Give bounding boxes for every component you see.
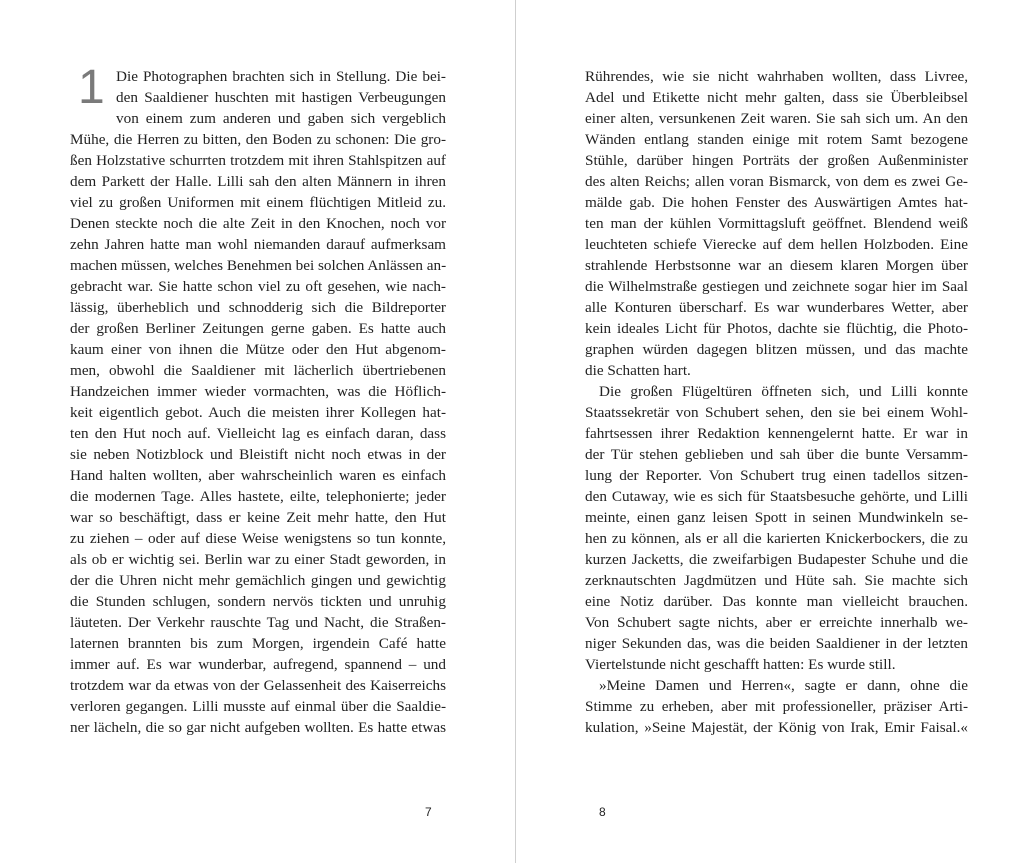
text-line: kurzen Jacketts, die zweifarbigen Budapester Schuhe und die [585,551,968,568]
text-line: mälde gab. Die hohen Fenster des Auswärtigen Amtes hat- [585,194,968,211]
chapter-number: 1 [78,61,105,114]
text-line: sie neben Notizblock und Bleistift nicht noch etwas in der [70,446,446,463]
text-line: den Saaldiener huschten mit hastigen Verbeugungen [116,89,446,106]
text-line: Handzeichen immer wieder vormachten, was die Höflich- [70,383,446,400]
text-line: Stimme zu erheben, aber mit professioneller, präziser Arti- [585,698,968,715]
text-line: die Wilhelmstraße gestiegen und zeichnete sogar hier im Saal [585,278,968,295]
text-line: Rührendes, wie sie nicht wahrhaben wollten, dass Livree, [585,68,968,85]
text-line: meinte, einen ganz leisen Spott in seinen Mundwinkeln se- [585,509,968,526]
text-line: dem Parkett der Halle. Lilli sah den alten Männern in ihren [70,173,446,190]
text-line: von einem zum anderen und gaben sich vergeblich [116,110,446,127]
text-line: lässig, überheblich und schnodderig sich die Bildreporter [70,299,446,316]
text-line: Staatssekretär von Schubert sehen, den sie bei einem Wohl- [585,404,968,421]
text-line: fahrtsessen ihrer Redaktion kennengelernt hatte. Er war in [585,425,968,442]
text-line: Stühle, darüber hingen Porträts der großen Außenminister [585,152,968,169]
text-line: Adel und Etikette nicht mehr galten, dass sie Überbleibsel [585,89,968,106]
text-line: Wänden entlang standen einige mit rotem Samt bezogene [585,131,968,148]
text-line: kein ideales Licht für Photos, dachte sie flüchtig, die Photo- [585,320,968,337]
right-page-text [585,66,968,766]
text-line: zu ziehen – oder auf diese Weise wenigstens so tun konnte, [70,530,446,547]
text-line: ner lächeln, die so gar nicht aufgeben wollten. Es hatte etwas [70,719,446,736]
text-line: ten man der kühlen Vormittagsluft geöffnet. Blendend weiß [585,215,968,232]
text-line: einer alten, versunkenen Zeit waren. Sie sah sich um. An den [585,110,968,127]
text-line: zehn Jahren hatte man wohl niemanden darauf aufmerksam [70,236,446,253]
page-number: 8 [599,805,606,819]
text-line: Von Schubert sagte nichts, aber er erreichte innerhalb we- [585,614,968,631]
text-line: strahlende Herbstsonne war an diesem klaren Morgen über [585,257,968,274]
left-page [0,0,515,863]
text-line: des alten Reichs; allen voran Bismarck, von dem es zwei Ge- [585,173,968,190]
text-line: als ob er wichtig sei. Berlin war zu einer Stadt geworden, in [70,551,446,568]
text-line: zerknautschten Jagdmützen und Hüte sah. Sie machte sich [585,572,968,589]
text-line: laternen brannten bis zum Morgen, irgendein Café hatte [70,635,446,652]
text-line: die modernen Tage. Alles hastete, eilte, telephonierte; jeder [70,488,446,505]
text-line: immer auf. Es war wunderbar, aufregend, spannend – und [70,656,446,673]
text-line: kaum einer von ihnen die Mütze oder den Hut abgenom- [70,341,446,358]
text-line: der die Uhren nicht mehr gemächlich gingen und gewichtig [70,572,446,589]
text-line: die Stunden schlugen, sondern nervös tickten und unruhig [70,593,446,610]
text-line: machen müssen, welches Benehmen bei solchen Anlässen an- [70,257,447,274]
text-line: den Cutaway, wie es sich für Staatsbesuche gehörte, und Lilli [585,488,968,505]
text-line: ßen Holzstative schurrten trotzdem mit ihren Stahlspitzen auf [70,152,446,169]
text-line: niger Sekunden das, was die beiden Saaldiener in der letzten [585,635,968,652]
text-line: verloren gegangen. Lilli musste auf einmal über die Saaldie- [70,698,446,715]
text-line: Viertelstunde nicht geschafft hatten: Es wurde still. [585,656,896,673]
text-line: men, obwohl die Saaldiener mit lächerlich übertriebenen [70,362,446,379]
text-line: Die großen Flügeltüren öffneten sich, und Lilli konnte [599,383,968,400]
text-line: Hand halten wollten, aber wahrscheinlich waren es einfach [70,467,446,484]
right-page [516,0,1034,863]
text-line: graphen würden dagegen blitzen müssen, und das machte [585,341,968,358]
text-line: leuchteten schiefe Vierecke auf dem hellen Holzboden. Eine [585,236,968,253]
text-line: hen zu können, als er all die karierten Knickerbockers, die zu [585,530,968,547]
text-line: kulation, »Seine Majestät, der König von Irak, Emir Faisal.« [585,719,968,736]
text-line: ten den Hut noch auf. Vielleicht lag es einfach daran, dass [70,425,446,442]
text-line: keit eigentlich gebot. Auch die meisten ihrer Kollegen hat- [70,404,446,421]
text-line: war so beschäftigt, dass er keine Zeit mehr hatte, den Hut [70,509,446,526]
text-line: der Tür stehen geblieben und sah über die bunte Versamm- [585,446,968,463]
text-line: Denen steckte noch die alte Zeit in den Knochen, noch vor [70,215,446,232]
left-page-text [70,61,447,766]
text-line: der großen Berliner Zeitungen gerne gaben. Es hatte auch [70,320,446,337]
page-number: 7 [425,805,432,819]
text-line: »Meine Damen und Herren«, sagte er dann, ohne die [599,677,968,694]
text-line: läuteten. Der Verkehr rauschte Tag und Nacht, die Straßen- [70,614,446,631]
text-line: Die Photographen brachten sich in Stellung. Die bei- [116,68,446,85]
text-line: die Schatten hart. [585,362,691,379]
text-line: gebracht war. Sie hatte schon viel zu oft gesehen, wie nach- [70,278,446,295]
text-line: trotzdem war da etwas von der Gelassenheit des Kaiserreichs [70,677,446,694]
text-line: Mühe, die Herren zu bitten, den Boden zu schonen: Die gro- [70,131,446,148]
text-line: alle Konturen überscharf. Es war wunderbares Wetter, aber [585,299,968,316]
text-line: viel zu großen Uniformen mit einem flüchtigen Mitleid zu. [70,194,446,211]
text-line: eine Notiz darüber. Das konnte man vielleicht brauchen. [585,593,968,610]
text-line: lung der Reporter. Von Schubert trug einen tadellos sitzen- [585,467,968,484]
